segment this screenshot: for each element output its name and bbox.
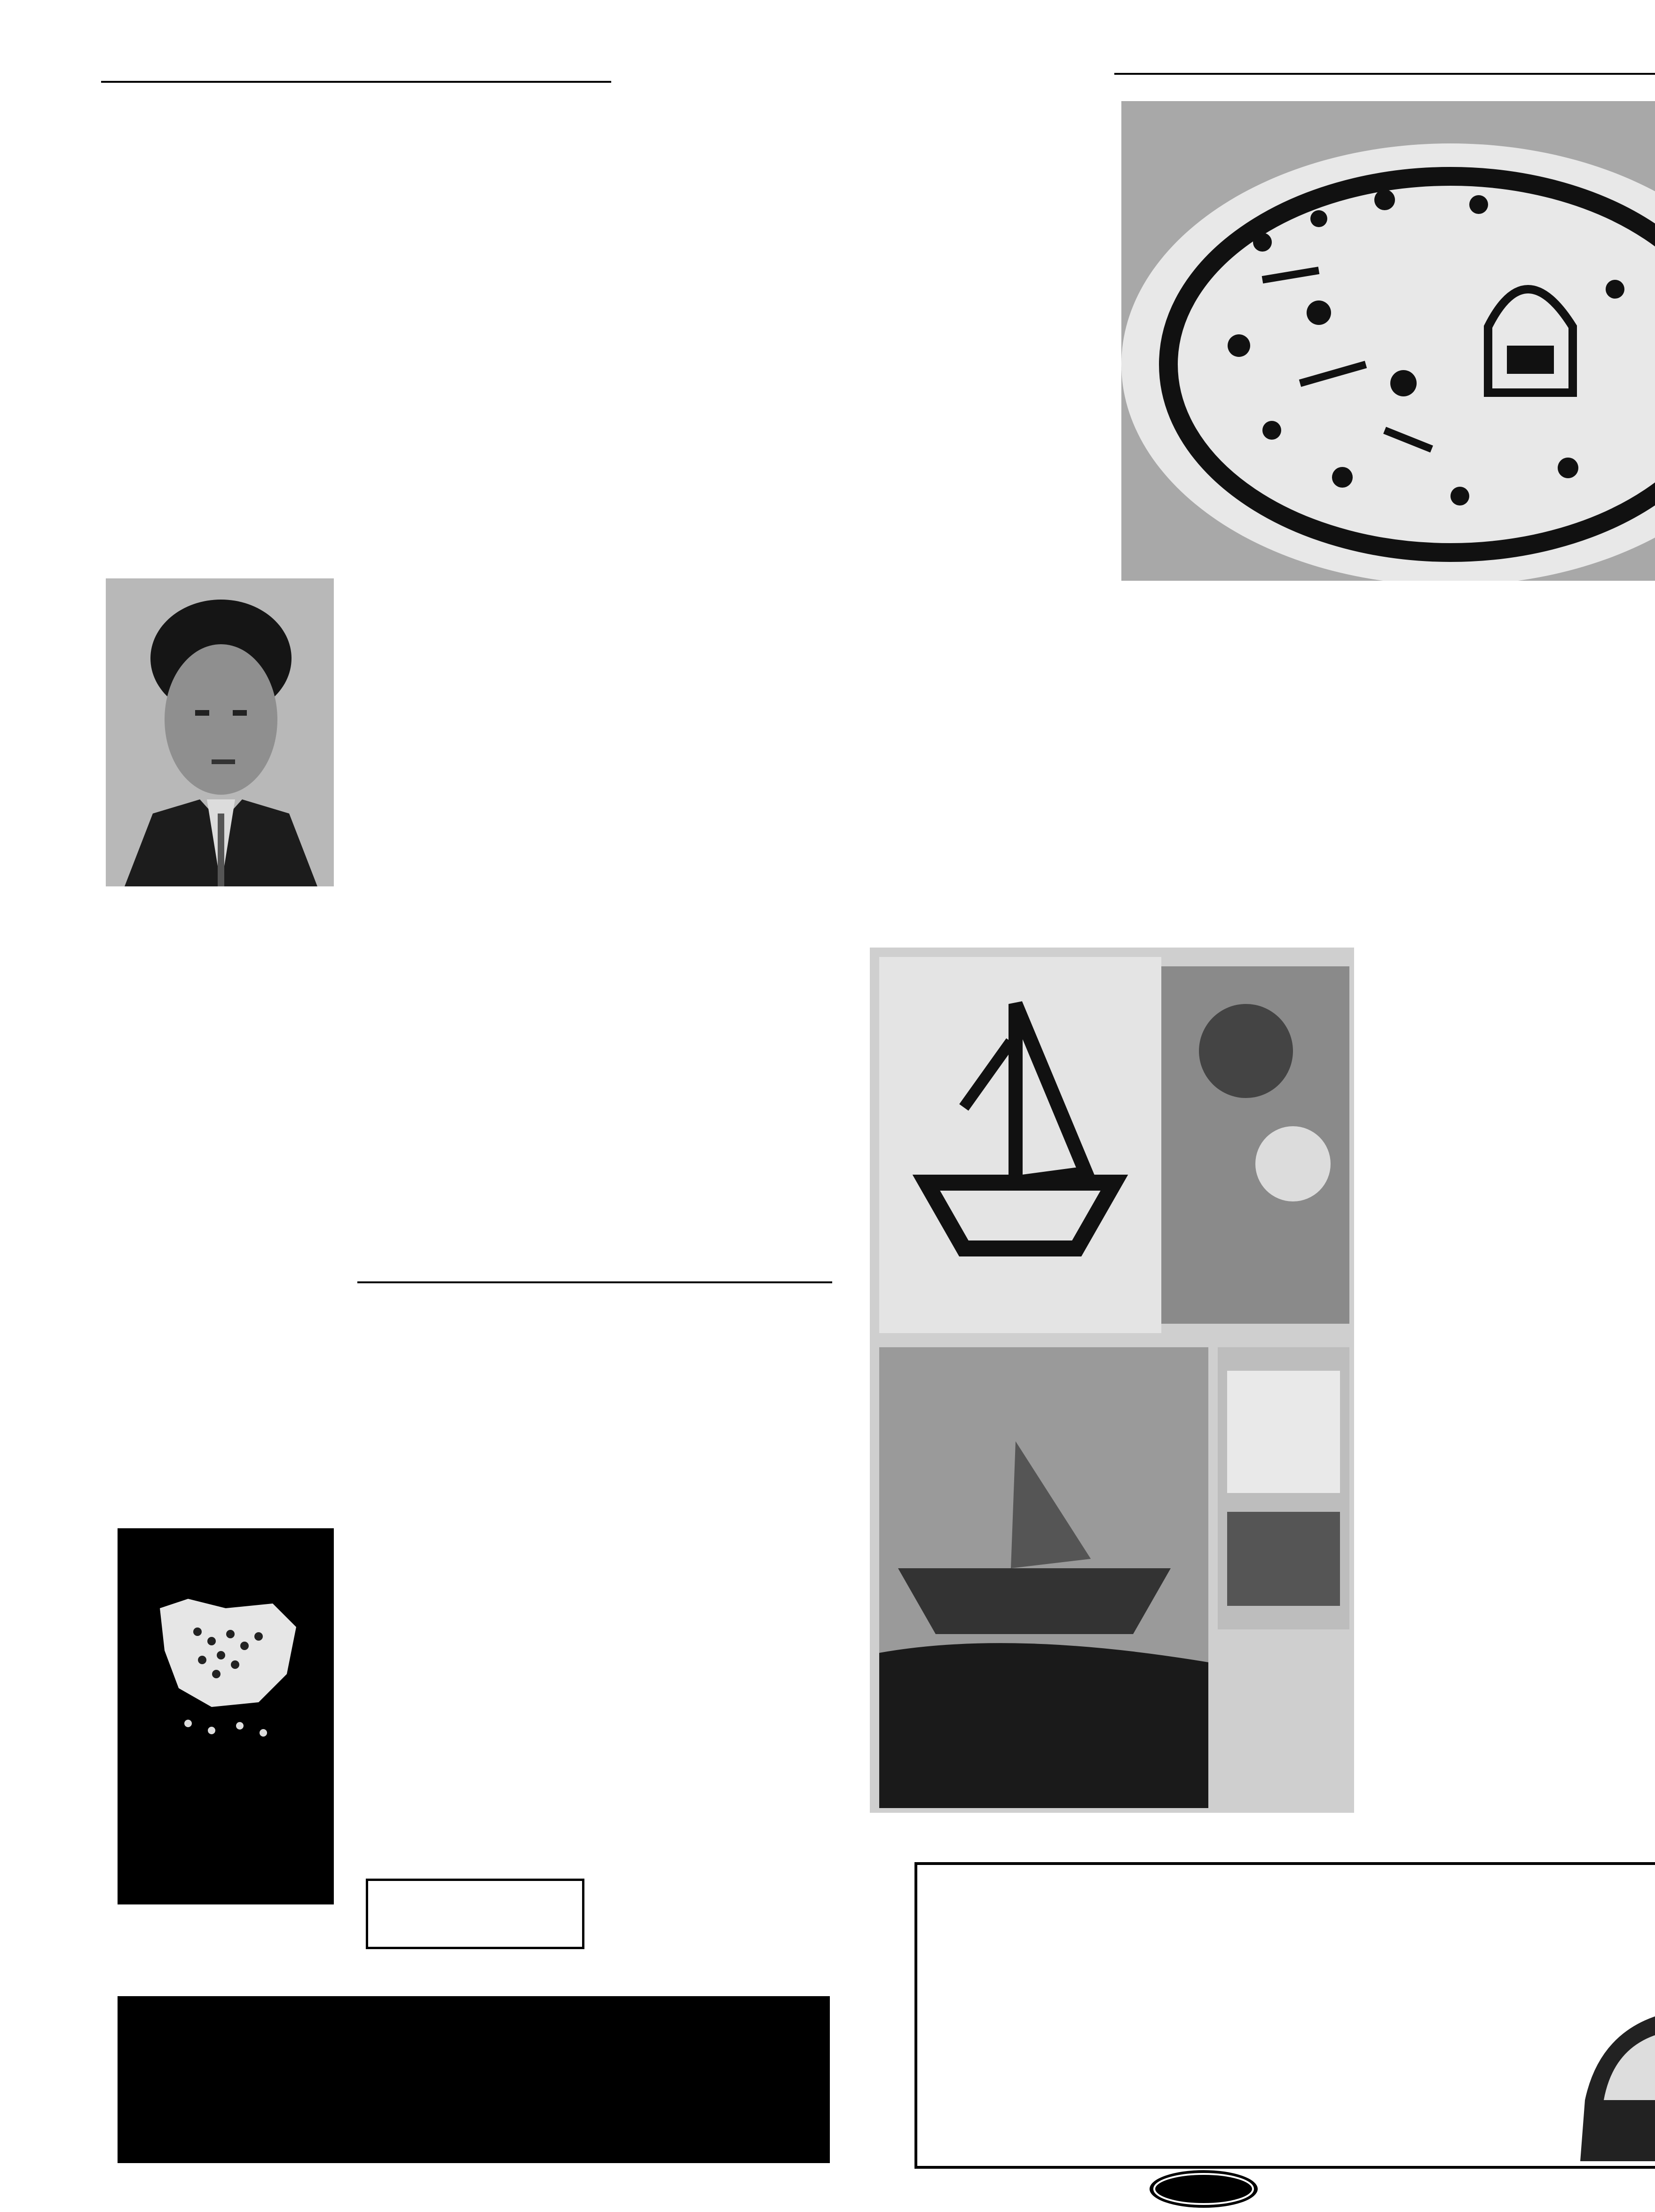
art-column-2: [1366, 884, 1603, 1825]
coimbra-column-2: [614, 1453, 830, 1999]
obit-body: [106, 1032, 339, 1512]
amao-ad: [118, 1528, 334, 1904]
painted-plate-illustration: [1121, 101, 1655, 581]
exhibition-illustration: [870, 948, 1354, 1813]
hand-with-coffee-illustration: [118, 1589, 334, 1740]
exhibition-photo: [870, 948, 1354, 1813]
coimbra-column-1: [361, 1453, 591, 1862]
ford-logo: [1147, 2168, 1260, 2210]
art-column-3-fragment: [1617, 884, 1655, 1825]
papelaria-ad: [118, 1996, 830, 2163]
lead-column-1: [106, 357, 334, 569]
chocolates-ad: [366, 1879, 584, 1949]
portrait-illustration: [106, 578, 334, 886]
lead-column-2: [357, 357, 574, 1277]
portrait-photo: [106, 578, 334, 886]
coimbra-rule: [357, 1281, 832, 1283]
masthead-rule-right: [1114, 73, 1655, 75]
masthead-rule: [101, 81, 611, 83]
lead-column-4: [842, 357, 1067, 893]
ford-ad: [914, 1862, 1655, 2169]
painting-photo: [1121, 101, 1655, 581]
ford-oval-icon: [1147, 2168, 1260, 2210]
art-column-1: [1119, 884, 1354, 945]
lead-column-3: [602, 357, 818, 1277]
car-illustration: [1571, 2006, 1655, 2161]
